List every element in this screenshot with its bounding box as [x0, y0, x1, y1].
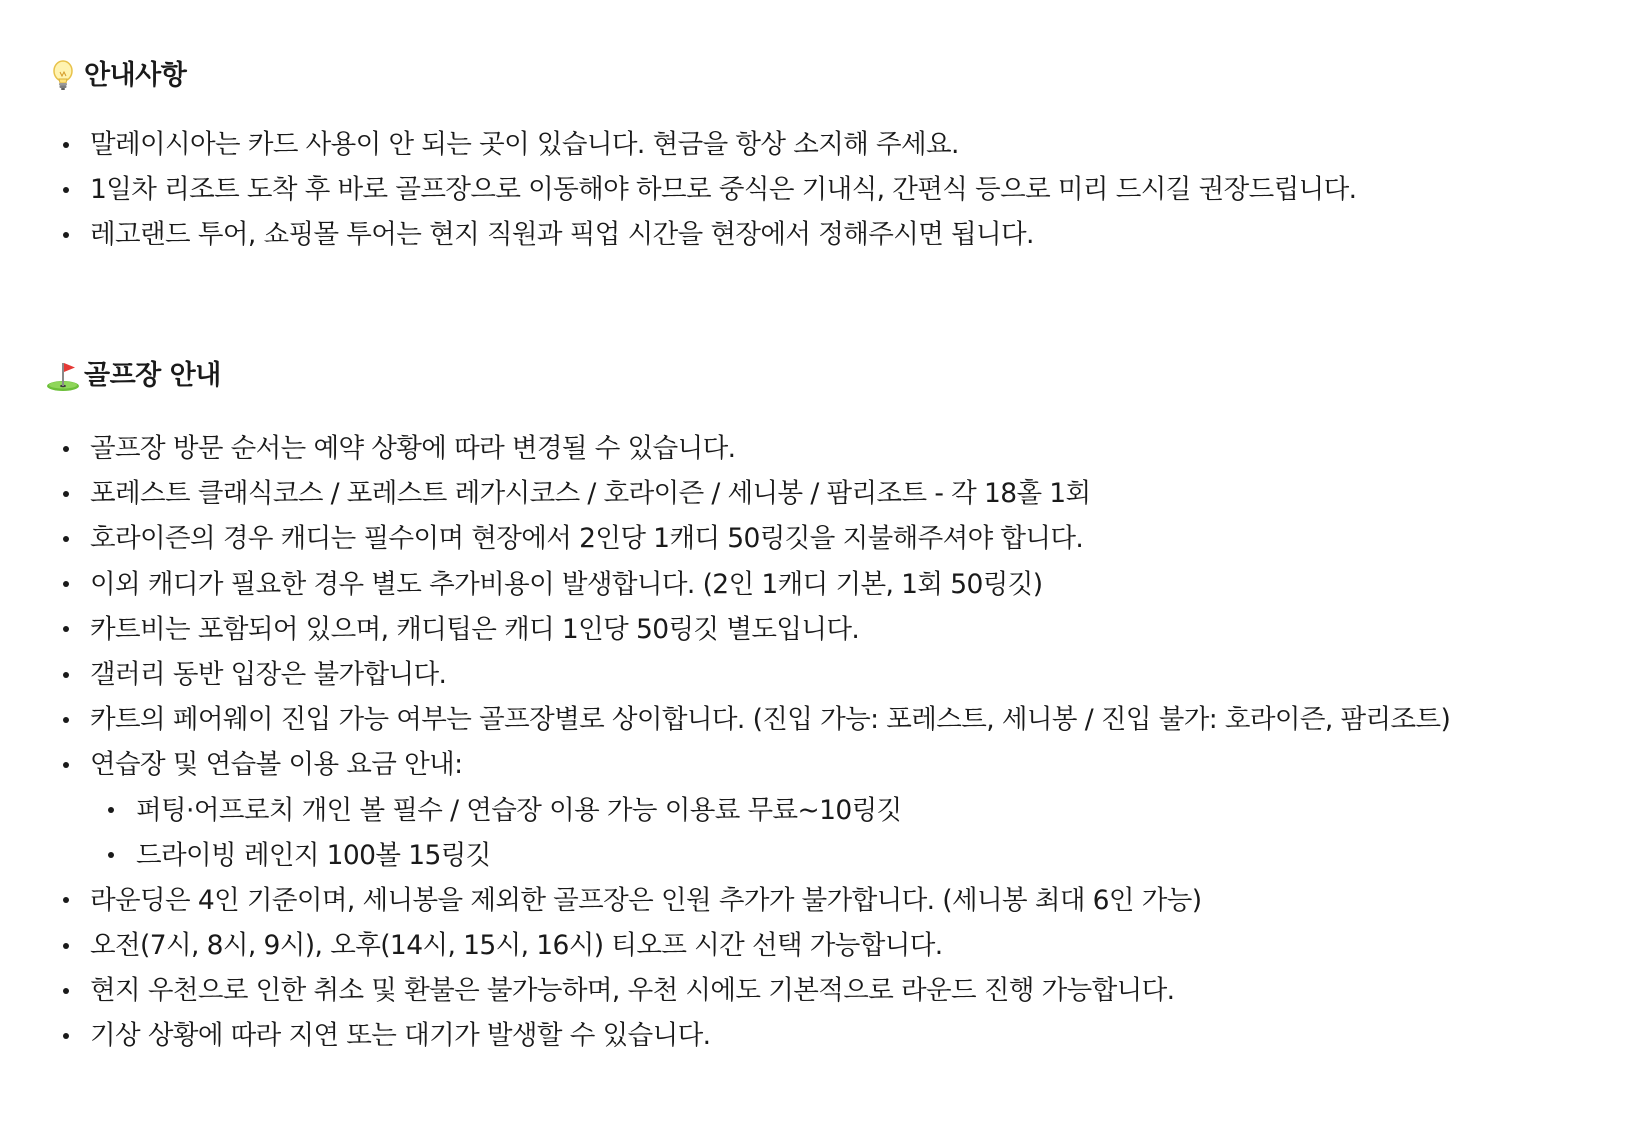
bullet-icon: [63, 581, 69, 587]
golf-course-section: [0, 356, 1631, 1059]
list-item: [0, 878, 1631, 923]
bullet-icon: [63, 988, 69, 994]
list-item: [0, 516, 1631, 561]
list-item: [0, 968, 1631, 1013]
list-item-text: 기상 상황에 따라 지연 또는 대기가 발생할 수 있습니다.: [90, 1020, 711, 1052]
bullet-icon: [63, 897, 69, 903]
bullet-icon: [63, 491, 69, 497]
section-title: 골프장 안내: [84, 360, 221, 391]
list-item: [0, 471, 1631, 516]
list-item-text: 골프장 방문 순서는 예약 상황에 따라 변경될 수 있습니다.: [90, 433, 736, 464]
list-item-text: 카트비는 포함되어 있으며, 캐디팁은 캐디 1인당 50링깃 별도입니다.: [90, 613, 860, 645]
list-item-text: 오전(7시, 8시, 9시), 오후(14시, 15시, 16시) 티오프 시간 선택 가능합니다.: [90, 930, 943, 962]
section-heading: [46, 356, 1631, 396]
golf-info-list: [0, 426, 1631, 1059]
list-item: [0, 167, 1631, 212]
list-item: [0, 923, 1631, 968]
list-item-text: 갤러리 동반 입장은 불가합니다.: [90, 658, 447, 690]
list-item-text: 카트의 페어웨이 진입 가능 여부는 골프장별로 상이합니다. (진입 가능: 포레스트, 세니봉 / 진입 불가: 호라이즌, 팜리조트): [90, 704, 1451, 736]
section-heading: [46, 56, 1631, 96]
bullet-icon: [63, 232, 69, 238]
section-title: 안내사항: [84, 60, 187, 91]
list-item: [0, 212, 1631, 257]
sub-list-item: [0, 833, 1631, 878]
list-item-text: 1일차 리조트 도착 후 바로 골프장으로 이동해야 하므로 중식은 기내식, 간편식 등으로 미리 드시길 권장드립니다.: [90, 174, 1357, 206]
bullet-icon: [63, 943, 69, 949]
list-item: [0, 607, 1631, 652]
list-item: [0, 1013, 1631, 1058]
bullet-icon: [63, 536, 69, 542]
list-item-text: 현지 우천으로 인한 취소 및 환불은 불가능하며, 우천 시에도 기본적으로 라운드 진행 가능합니다.: [90, 975, 1175, 1007]
notice-section: [0, 56, 1631, 258]
list-item-text: 라운딩은 4인 기준이며, 세니봉을 제외한 골프장은 인원 추가가 불가합니다. (세니봉 최대 6인 가능): [90, 884, 1202, 916]
bullet-icon: [63, 672, 69, 678]
list-item: [0, 742, 1631, 787]
bullet-icon: [63, 626, 69, 632]
list-item: [0, 426, 1631, 471]
bullet-icon: [63, 446, 69, 452]
list-item: [0, 652, 1631, 697]
list-item-text: 말레이시아는 카드 사용이 안 되는 곳이 있습니다. 현금을 항상 소지해 주세요.: [90, 129, 959, 160]
bullet-icon: [108, 852, 114, 858]
sub-list-item: [0, 788, 1631, 833]
list-item: [0, 562, 1631, 607]
lightbulb-icon: [46, 59, 80, 93]
list-item-text: 포레스트 클래식코스 / 포레스트 레가시코스 / 호라이즌 / 세니봉 / 팜리조트 - 각 18홀 1회: [90, 478, 1091, 510]
list-item: [0, 122, 1631, 167]
list-item-text: 레고랜드 투어, 쇼핑몰 투어는 현지 직원과 픽업 시간을 현장에서 정해주시면 됩니다.: [90, 219, 1034, 251]
list-item-text: 연습장 및 연습볼 이용 요금 안내:: [90, 749, 463, 781]
list-item-text: 드라이빙 레인지 100볼 15링깃: [136, 839, 491, 871]
bullet-icon: [63, 717, 69, 723]
list-item: [0, 697, 1631, 742]
list-item-text: 퍼팅·어프로치 개인 볼 필수 / 연습장 이용 가능 이용료 무료~10링깃: [136, 794, 902, 826]
bullet-icon: [63, 187, 69, 193]
notice-list: [0, 122, 1631, 258]
bullet-icon: [63, 762, 69, 768]
bullet-icon: [63, 1033, 69, 1039]
list-item-text: 이외 캐디가 필요한 경우 별도 추가비용이 발생합니다. (2인 1캐디 기본, 1회 50링깃): [90, 568, 1043, 600]
list-item-text: 호라이즌의 경우 캐디는 필수이며 현장에서 2인당 1캐디 50링깃을 지불해주셔야 합니다.: [90, 523, 1084, 555]
bullet-icon: [63, 142, 69, 148]
bullet-icon: [108, 807, 114, 813]
golf-flag-icon: [46, 359, 80, 393]
